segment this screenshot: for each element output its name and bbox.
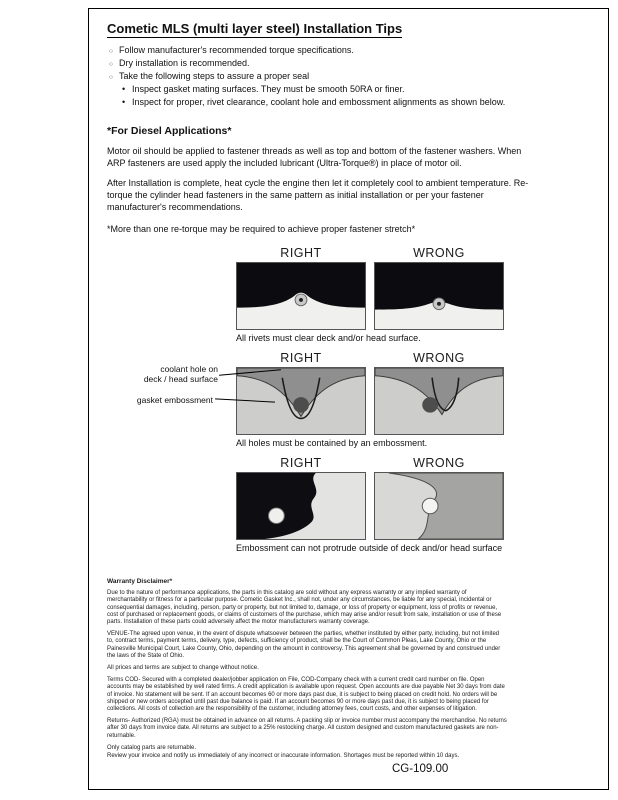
disclaimer-paragraph: Review your invoice and notify us immediately of any incorrect or inaccurate information. Shortages must be reported within 10 days.: [107, 753, 460, 760]
embossment-wrong-diagram: [374, 472, 504, 540]
wrong-label: WRONG: [413, 246, 465, 260]
diagram-section: [89, 246, 608, 554]
tip-sub-item: • Inspect gasket mating surfaces. They must be smooth 50RA or finer.: [122, 84, 572, 95]
diagram-row-rivets: [236, 246, 504, 344]
diagram-row-embossment: [236, 456, 504, 554]
tip-sub-item: • Inspect for proper, rivet clearance, coolant hole and embossment alignments as shown below.: [122, 97, 572, 108]
disclaimer-paragraph: Due to the nature of performance applications, the parts in this catalog are sold without any express warranty or any implied warranty of merchantability or fitness for a particular purpose. Cometic Gasket Inc., shall not, under any circumstances, be liable for any special, incidental or consequential damages, including, person, party or property, but not limited to, damage, or loss of property or equipment, loss of profits or revenue, cost of purchased or replacement goods, or claims of customers of the purchase, which may arise and/or result from sale, installation or use of these parts. Installation of these parts could adversely affect the motor manufacturers warranty coverage.: [107, 590, 502, 626]
document-page: [88, 8, 609, 790]
tip-item: ○ Follow manufacturer's recommended torque specifications.: [109, 45, 559, 56]
page-title: Cometic MLS (multi layer steel) Installation Tips: [107, 21, 403, 36]
disclaimer-paragraph: VENUE-The agreed upon venue, in the event of dispute whatsoever between the parties, whether instituted by either party, including, but not limited to, contract terms, payment terms, delivery, type, defects, sufficiency of product, shall be the Court of Common Pleas, Lake County, Ohio or the Painesville Municipal Court, Lake County, Ohio, depending on the amount in controversy. This agreement shall be governed by and construed under the laws of the State of Ohio.: [107, 631, 501, 659]
diagram-row-holes: [236, 351, 504, 449]
disclaimer-paragraph: Returns- Authorized (RGA) must be obtained in advance on all returns. A packing slip or invoice number must accompany the merchandise. No returns after 30 days from invoice date. All returns are subject to a 25% restocking charge. All custom designed and custom manufactured gaskets are non-returnable.: [107, 718, 507, 739]
wrong-label: WRONG: [413, 351, 465, 365]
rivet-caption: All rivets must clear deck and/or head surface.: [236, 333, 421, 343]
disclaimer-paragraph: Terms COD- Secured with a completed dealer/jobber application on File, COD-Company check with a current credit card number on file. Open accounts may be established by well rated firms. A credit application is available upon request. Open accounts are due payable Net 30 days from date of invoice. No statement will be sent. If an account becomes 60 or more days past due, it is subject to being placed on credit hold. No orders will be shipped or new orders accepted until past due balance is paid. If an account becomes 90 or more days past due, it is subject to being placed for collections. All costs of collection are the responsibility of the customer, including attorney fees, court costs, and other expenses of litigation.: [107, 677, 505, 713]
retorque-note: *More than one re-torque may be required to achieve proper fastener stretch*: [107, 224, 416, 234]
gasket-embossment-callout: gasket embossment: [136, 395, 213, 405]
right-label: RIGHT: [280, 456, 322, 470]
embossment-right-diagram: [236, 472, 366, 540]
rivet-right-diagram: [236, 262, 366, 330]
warranty-disclaimer: [107, 578, 507, 760]
embossment-caption: Embossment can not protrude outside of deck and/or head surface: [236, 543, 503, 553]
disclaimer-paragraph: Only catalog parts are returnable.: [107, 744, 197, 751]
rivet-wrong-diagram: [374, 262, 504, 330]
right-label: RIGHT: [280, 246, 322, 260]
installation-tips-list: [109, 45, 608, 108]
tip-item: ○ Take the following steps to assure a proper seal: [109, 71, 559, 82]
diesel-heading: *For Diesel Applications*: [107, 125, 232, 137]
coolant-hole-callout: coolant hole on deck / head surface: [143, 364, 218, 384]
diesel-paragraph-2: After Installation is complete, heat cycle the engine then let it completely cool to ambient temperature. Re-torque the cylinder head fasteners in the same pattern as initial installation or per your fastener manufacturer's recommendations.: [107, 178, 529, 212]
hole-wrong-diagram: [374, 367, 504, 435]
right-label: RIGHT: [280, 351, 322, 365]
diesel-paragraph-1: Motor oil should be applied to fastener threads as well as top and bottom of the fastener washers. When ARP fasteners are used apply the included lubricant (Ultra-Torque®) in place of motor oil.: [107, 146, 522, 168]
page-number: CG-109.00: [392, 763, 449, 775]
hole-caption: All holes must be contained by an embossment.: [236, 438, 428, 448]
wrong-label: WRONG: [413, 456, 465, 470]
disclaimer-paragraph: All prices and terms are subject to change without notice.: [107, 665, 259, 672]
disclaimer-heading: Warranty Disclaimer*: [107, 578, 173, 585]
tip-item: ○ Dry installation is recommended.: [109, 58, 559, 69]
